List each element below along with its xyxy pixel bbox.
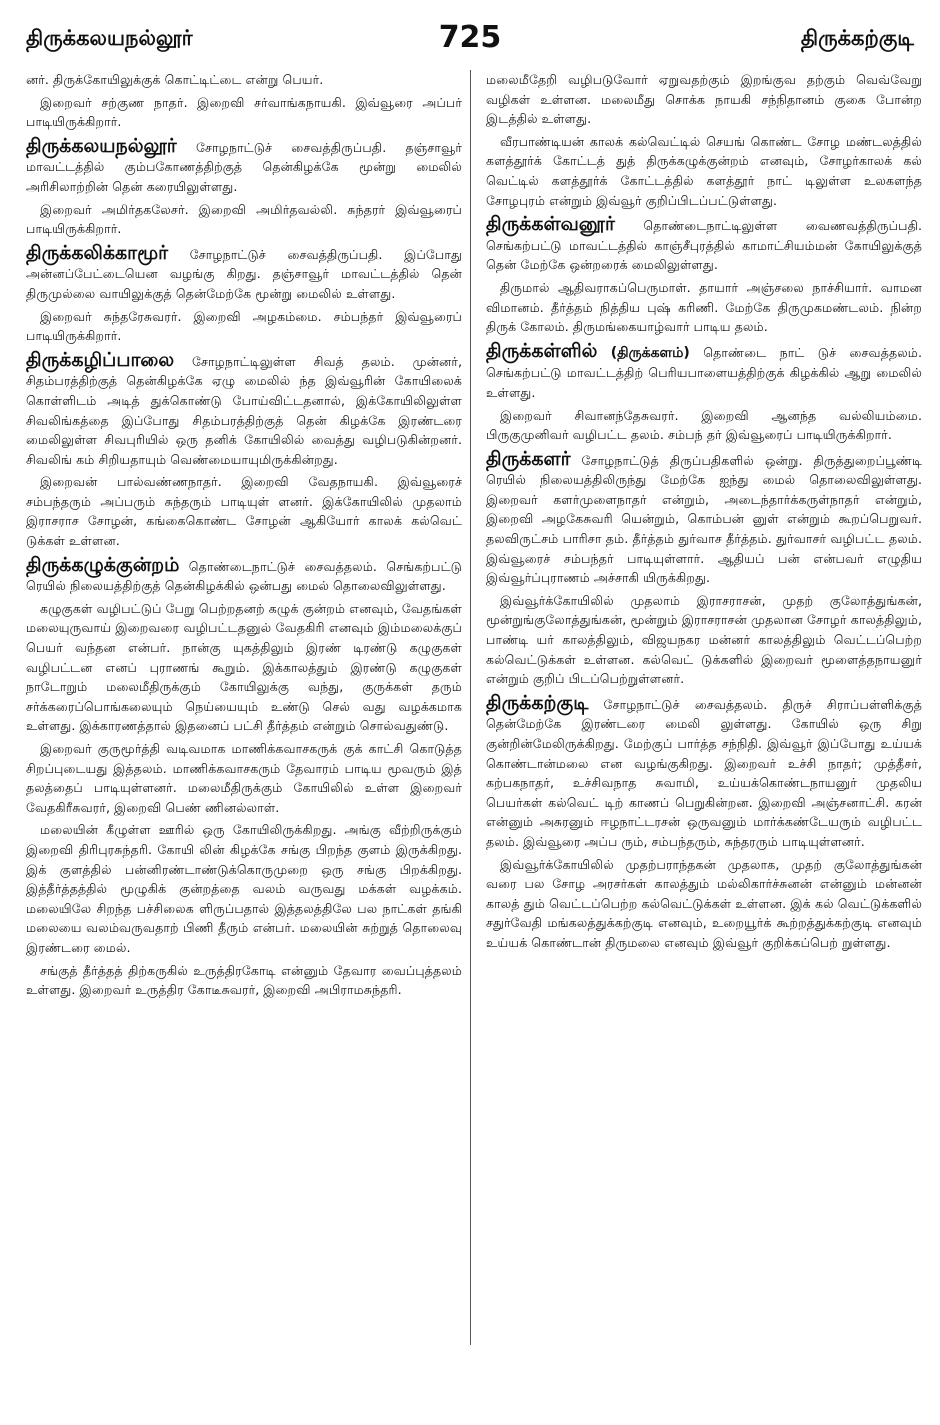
entry-heading: திருக்கலிக்காமூர் [26, 241, 169, 264]
continuation-paragraph: மலைமீதேறி வழிபடுவோர் ஏறுவதற்கும் இறங்குவ தற்கும் வெவ்வேறு வழிகள் உள்ளன. மலைமீது சொக்க நாயகி சந்நிதானம் குகை போன்ற இடத்தில் உள்ளது. [486, 72, 922, 127]
entry-thirukkazhippalai [26, 349, 462, 470]
entry-text: தொண்டைநாட்டுச் சைவத்தலம். செங்கற்பட்டு ரெயில் நிலையத்திற்குத் தென்கிழக்கில் ஒன்பது மைல் தொலைவிலுள்ளது. [26, 558, 462, 594]
right-column [486, 70, 922, 1405]
entry-text: சோழநாட்டுச் சைவத்தலம். திருச் சிராப்பள்ளிக்குத் தென்மேற்கே இரண்டரை மைலி லுள்ளது. கோயில் ஒரு சிறு குன்றின்மேலிருக்கிறது. மேற்குப் பார்த்த சந்நிதி. இவ்வூர் இப்போது உய்யக் கொண்டான்மலை என வழங்குகிறது. இறைவர் உச்சி நாதர்; முத்தீசர், கற்பகநாதர், உச்சிவநாத சுவாமி, உய்யக்கொண்டநாயனுர் முதலிய பெயர்கள் கல்வெட் டிற் காணப் பெறுகின்றன. இறைவி அஞ்சனாட்சி. கரன் என்னும் அசுரனும் ஈழநாட்டரசன் ஒருவனும் மார்க்கண்டேயரும் வழிபட்ட தலம். இவ்வூரை அப்ப ரும், சம்பந்தரும், சுந்தரரும் பாடியுள்ளனர். [486, 696, 922, 849]
inscription-paragraph: வீரபாண்டியன் காலக் கல்வெட்டில் செயங் கொண்ட சோழ மண்டலத்தில் களத்தூர்க் கோட்டத் துத் திருக்கழுக்குன்றம் எனவும், சோழர்காலக் கல் வெட்டில் களத்தூர்க் கோட்டத்தில் களத்தூர் நாட் டிலுள்ள உலகளந்த சோழபுரம் என்றும் இவ்வூர் குறிப்பிடப்பட்டுள்ளது. [486, 133, 922, 208]
entry-text: சோழநாட்டுத் திருப்பதிகளில் ஒன்று. திருத்துறைப்பூண்டி ரெயில் நிலையத்திலிருந்து மேற்கே ஐந்து மைல் தொலைவிலுள்ளது. இறைவர் களர்முளைநாதர் என்றும், அடைந்தார்க்கருள்நாதர் என்றும், இறைவி அழகேசுவரி யென்றும், கொம்பன் னுள் என்றும் கூறப்பெறுவர். தலவிருட்சம் பாரிசா தம். தீர்த்தம் துர்வாச தீர்த்தம். துர்வாசர் வழிபட்ட தலம். இவ்வூரைச் சம்பந்தர் பாடியுள்ளார். ஆதியப் பன் என்பவர் எழுதிய இவ்வூர்ப்புராணம் அச்சாகி யிருக்கிறது. [486, 452, 922, 586]
entry-paragraph: சங்குத் தீர்த்தத் திற்கருகில் உருத்திரகோடி என்னும் தேவார வைப்புத்தலம் உள்ளது. இறைவர் உருத்திர கோடீசுவரர், இறைவி அபிராமசுந்தரி. [26, 962, 462, 998]
entry-paragraph: இறைவர் சிவானந்தேசுவரர். இறைவி ஆனந்த வல்லியம்மை. பிருகுமுனிவர் வழிபட்ட தலம். சம்பந் தர் இவ்வூரைப் பாடியிருக்கிறார். [486, 407, 922, 443]
entry-heading: திருக்கலயநல்லூர் [26, 134, 177, 157]
entry-text: சோழநாட்டிலுள்ள சிவத் தலம். முன்னர், சிதம்பரத்திற்குத் தென்கிழக்கே ஏழு மைலில் ந்த இவ்வூரின் கோயிலைக் கொள்ளிடம் அடித் துக்கொண்டு போய்விட்டதனால், இக்கோயிலிலுள்ள சிவலிங்கத்தை இப்போது சிதம்பரத்திற்குத் தென் கிழக்கே இரண்டரை மைலிலுள்ள சிவபுரியில் ஒரு தனிக் கோயிலில் வைத்து வழிபடுகின்றனர். சிவலிங் கம் சிறியதாயும் வெண்மையாயுமிருக்கின்றது. [26, 353, 462, 467]
header-left-title: திருக்கலயநல்லூர் [26, 26, 193, 50]
entry-heading: திருக்கழிப்பாலை [26, 348, 175, 371]
continuation-paragraph: னர். திருக்கோயிலுக்குக் கொட்டிட்டை என்று பெயர். [26, 72, 324, 87]
deity-paragraph: இறைவர் சற்குண நாதர். இறைவி சர்வாங்கநாயகி. இவ்வூரை அப்பர் பாடியிருக்கிறார். [26, 94, 462, 130]
entry-paragraph: இறைவர் அமிர்தகலேசர். இறைவி அமிர்தவல்லி. சுந்தரர் இவ்வூரைப் பாடியிருக்கிறார். [26, 201, 462, 237]
entry-paragraph: இறைவர் சுந்தரேசுவரர். இறைவி அழகம்மை. சம்பந்தர் இவ்வூரைப் பாடியிருக்கிறார். [26, 308, 462, 344]
entry-text: சோழநாட்டுச் சைவத்திருப்பதி. தஞ்சாவூர் மாவட்டத்தில் கும்பகோணத்திற்குத் தென்கிழக்கே மூன்று மைலில் அரிசிலாற்றின் தென் கரையிலுள்ளது. [26, 139, 462, 194]
entry-alt-name: (திருக்களம்) [610, 344, 690, 361]
entry-heading: திருக்கள்வனூர் [486, 213, 615, 236]
header-right-title: திருக்கற்குடி [800, 26, 914, 50]
entry-paragraph: கழுகுகள் வழிபட்டுப் பேறு பெற்றதனற் கழுக் குன்றம் எனவும், வேதங்கள் மலையுருவாய் இறைவரை வழிபட்டதனுல் வேதகிரி எனவும் இம்மலைக்குப் பெயர் வந்தன என்பர். நான்கு யுகத்திலும் இரண் டிரண்டு கழுகுகள் வழிபட்டன எனப் புராணங் கூறும். இக்காலத்தும் இரண்டு கழுகுகள் நாடோறும் மலைமீதிருக்கும் கோயிலுக்கு வந்து, குருக்கள் தரும் சர்க்கரைப்பொங்கலையும் நெய்யையும் உண்டு செல் வது வழக்கமாக உள்ளது. இக்காரணத்தால் இதனைப் பட்சி தீர்த்தம் என்றும் சொல்வதுண்டு. [26, 600, 462, 734]
page-header [26, 20, 914, 64]
entry-thirukkarkudi [486, 692, 922, 852]
entry-heading: திருக்கழுக்குன்றம் [26, 553, 180, 576]
entry-text: தொண்டைநாட்டிலுள்ள வைணவத்திருப்பதி. செங்கற்பட்டு மாவட்டத்தில் காஞ்சீபுரத்தில் காமாட்சியம்மன் கோயிலுக்குத் தென் மேற்கே ஒன்றரைக் மைலிலுள்ளது. [486, 218, 922, 273]
entry-paragraph: இவ்வூர்க்கோயிலில் முதலாம் இராசராசன், முதற் குலோத்துங்கன், மூன்றுங்குலோத்துங்கன், மூன்றும் இராசராசன் முதலான சோழர் காலத்திலும், பாண்டி யர் காலத்திலும், விஜயநகர மன்னர் காலத்திலும் வெட்டப்பெற்ற கல்வெட்டுக்கள் உள்ளன. கல்வெட் டுக்களில் இறைவர் மூளைத்தநாயனுர் என்றும் குறிப் பிடப்பெற்றுள்ளனர். [486, 592, 922, 687]
entry-thirukkalayanallur [26, 135, 462, 197]
entry-text: தொண்டை நாட் டுச் சைவத்தலம். செங்கற்பட்டு மாவட்டத்திற் பெரியபாளையத்திற்குக் கிழக்கில் ஆறு மைலில் உள்ளது. [486, 344, 922, 400]
column-divider [470, 70, 471, 1345]
entry-thirukkalar [486, 448, 922, 588]
entry-paragraph: இவ்வூர்க்கோயிலில் முதற்பராந்தகன் முதலாக, முதற் குலோத்துங்கன் வரை பல சோழ அரசர்கள் காலத்தும் மல்லிகார்ச்சுனன் என்னும் மன்னன் காலத் தும் வெட்டப்பெற்ற கல்வெட்டுக்கள் உள்ளன. இக் கல் வெட்டுக்களில் சதுர்வேதி மங்கலத்துக்கற்குடி எனவும், உறையூர்க் கூற்றத்துக்கற்குடி எனவும் உய்யக் கொண்டான் திருமலை எனவும் இவ்வூர் குறிக்கப்பெற் றுள்ளது. [486, 856, 922, 950]
entry-text: சோழநாட்டுச் சைவத்திருப்பதி. இப்போது அன்னப்பேட்டையென வழங்கு கிறது. தஞ்சாவூர் மாவட்டத்தில் தென் திருமுல்லை வாயிலுக்குத் தென்மேற்கே மூன்று மைலில் உள்ளது. [26, 246, 462, 301]
entry-paragraph: மலையின் கீழுள்ள ஊரில் ஒரு கோயிலிருக்கிறது. அங்கு வீற்றிருக்கும் இறைவி திரிபுரசுந்தரி. கோயி லின் கிழக்கே சங்கு பிறந்த குளம் இருக்கிறது. இக் குளத்தில் பன்னிரண்டாண்டுக்கொருமுறை ஒரு சங்கு பிறக்கிறது. இத்தீர்த்தத்தில் மூழுகிக் குன்றத்தை வலம் வருவது மக்கள் வழக்கம். மலையிலே சிறந்த பச்சிலைக ளிருப்பதால் இத்தலத்திலே பல நாட்கள் தங்கி மலையை வலம்வருவதாற் பிணி தீரும் என்பர். மலையின் சுற்றுத் தொலைவு இரண்டரை மைல். [26, 822, 462, 955]
entry-heading: திருக்கள்ளில் [486, 339, 598, 362]
entry-thirukkalikkamur [26, 242, 462, 304]
entry-heading: திருக்கற்குடி [486, 691, 589, 714]
left-column [26, 70, 462, 1405]
entry-paragraph: திருமால் ஆதிவராகப்பெருமாள். தாயார் அஞ்சலை நாச்சியார். வாமன விமானம். தீர்த்தம் நித்திய புஷ் கரிணி. மேற்கே திருமுகமண்டலம். நின்ற திருக் கோலம். திருமங்கையாழ்வார் பாடிய தலம். [486, 279, 922, 335]
entry-heading: திருக்களர் [486, 447, 571, 470]
page-number: 725 [438, 20, 502, 55]
entry-thirukkalvanur [486, 213, 922, 275]
entry-thirukkazhukkundram [26, 554, 462, 596]
entry-paragraph: இறைவன் பால்வண்ணநாதர். இறைவி வேதநாயகி. இவ்வூரைச் சம்பந்தரும் அப்பரும் சுந்தரும் பாடியுள் ளனர். இக்கோயிலில் முதலாம் இராசராச சோழன், கங்கைகொண்ட சோழன் ஆகியோர் காலக் கல்வெட் டுக்கள் உள்ளன. [26, 474, 462, 549]
entry-paragraph: இறைவர் குருமூர்த்தி வடிவமாக மாணிக்கவாசகருக் குக் காட்சி கொடுத்த சிறப்புடையது இத்தலம். மாணிக்கவாசகரும் தேவாரம் பாடிய மூவரும் இத் தலத்தைப் பாடியுள்ளனர். மலைமீதிருக்கும் கோயிலில் உள்ள இறைவர் வேதகிரீசுவரர், இறைவி பெண் ணினல்லாள். [26, 741, 462, 815]
entry-thirukkallil [486, 340, 922, 403]
